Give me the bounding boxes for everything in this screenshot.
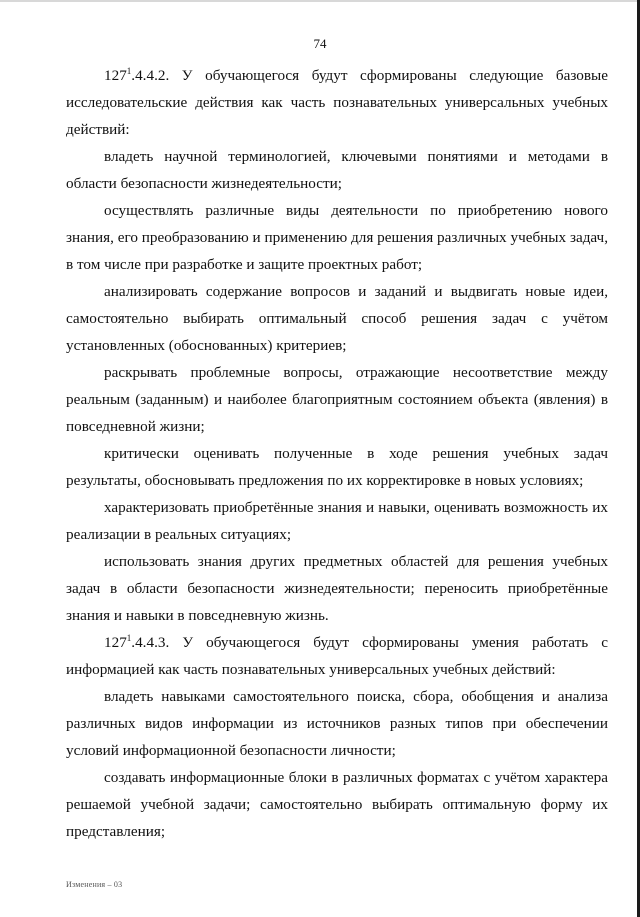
footer-revision-note: Изменения – 03 (66, 880, 123, 889)
page-number: 74 (313, 36, 327, 51)
section-heading-info: $127^1.4.4.3$. У обучающегося будут сформированы умения работать с информацией как часть познавательных универсальных учебных действий: (66, 632, 608, 678)
list-item: владеть научной терминологией, ключевыми понятиями и методами в области безопасности жизнедеятельности; (66, 148, 608, 192)
scan-edge-top (0, 0, 640, 2)
list-item: владеть навыками самостоятельного поиска, сбора, обобщения и анализа различных видов информации из источников разных типов при обеспечении условий информационной безопасности личности; (66, 688, 608, 759)
list-item: использовать знания других предметных областей для решения учебных задач в области безопасности жизнедеятельности; переносить приобретённые знания и навыки в повседневную жизнь. (66, 553, 608, 624)
list-item: создавать информационные блоки в различных форматах с учётом характера решаемой учебной задачи; самостоятельно выбирать оптимальную форму их представления; (66, 769, 608, 840)
list-item: осуществлять различные виды деятельности по приобретению нового знания, его преобразованию и применению для решения различных учебных задач, в том числе при разработке и защите проектных работ; (66, 202, 608, 273)
document-body (66, 62, 608, 845)
list-item: критически оценивать полученные в ходе решения учебных задач результаты, обосновывать предложения по их корректировке в новых условиях; (66, 445, 608, 489)
list-item: характеризовать приобретённые знания и навыки, оценивать возможность их реализации в реальных ситуациях; (66, 499, 608, 543)
list-item: анализировать содержание вопросов и заданий и выдвигать новые идеи, самостоятельно выбирать оптимальный способ решения задач с учётом установленных (обоснованных) критериев; (66, 283, 608, 354)
section-heading-research: $127^1.4.4.2$. У обучающегося будут сформированы следующие базовые исследовательские действия как часть познавательных универсальных учебных действий: (66, 65, 608, 138)
list-item: раскрывать проблемные вопросы, отражающие несоответствие между реальным (заданным) и наиболее благоприятным состоянием объекта (явления) в повседневной жизни; (66, 364, 608, 435)
